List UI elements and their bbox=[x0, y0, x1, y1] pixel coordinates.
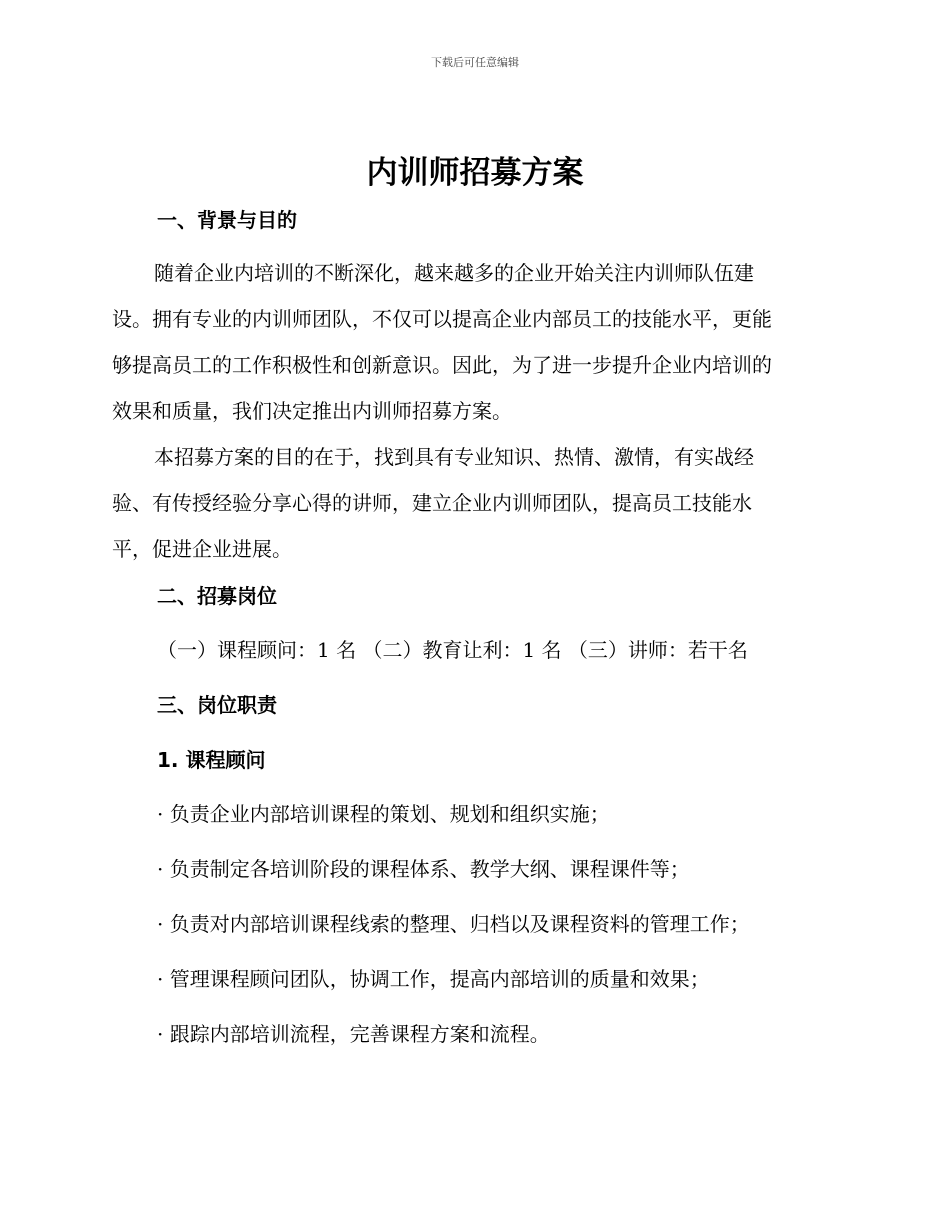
background-paragraph-1 bbox=[112, 258, 832, 426]
list-item: · 负责制定各培训阶段的课程体系、教学大纲、课程课件等； bbox=[157, 857, 690, 881]
background-paragraph-2 bbox=[112, 442, 832, 564]
section-heading-duties: 三、岗位职责 bbox=[157, 693, 277, 717]
subheading-course-consultant: 1. 课程顾问 bbox=[157, 748, 266, 772]
paragraph-line: 平，促进企业进展。 bbox=[112, 537, 292, 561]
positions-text: （一）课程顾问：1 名 （二）教育让利：1 名 （三）讲师：若干名 bbox=[157, 638, 748, 662]
list-item: · 负责企业内部培训课程的策划、规划和组织实施； bbox=[157, 802, 610, 826]
paragraph-line: 本招募方案的目的在于，找到具有专业知识、热情、激情，有实战经 bbox=[154, 445, 754, 469]
section-heading-background: 一、背景与目的 bbox=[157, 208, 297, 232]
paragraph-line: 设。拥有专业的内训师团队，不仅可以提高企业内部员工的技能水平，更能 bbox=[112, 307, 772, 331]
list-item: · 跟踪内部培训流程，完善课程方案和流程。 bbox=[157, 1022, 550, 1046]
list-item: · 负责对内部培训课程线索的整理、归档以及课程资料的管理工作； bbox=[157, 912, 750, 936]
list-item: · 管理课程顾问团队，协调工作，提高内部培训的质量和效果； bbox=[157, 967, 710, 991]
document-title: 内训师招募方案 bbox=[366, 155, 584, 191]
paragraph-line: 够提高员工的工作积极性和创新意识。因此，为了进一步提升企业内培训的 bbox=[112, 353, 772, 377]
page-header: 下载后可任意编辑 bbox=[431, 56, 519, 69]
paragraph-line: 效果和质量，我们决定推出内训师招募方案。 bbox=[112, 399, 512, 423]
paragraph-line: 验、有传授经验分享心得的讲师，建立企业内训师团队，提高员工技能水 bbox=[112, 491, 752, 515]
section-heading-positions: 二、招募岗位 bbox=[157, 584, 277, 608]
paragraph-line: 随着企业内培训的不断深化，越来越多的企业开始关注内训师队伍建 bbox=[154, 261, 754, 285]
